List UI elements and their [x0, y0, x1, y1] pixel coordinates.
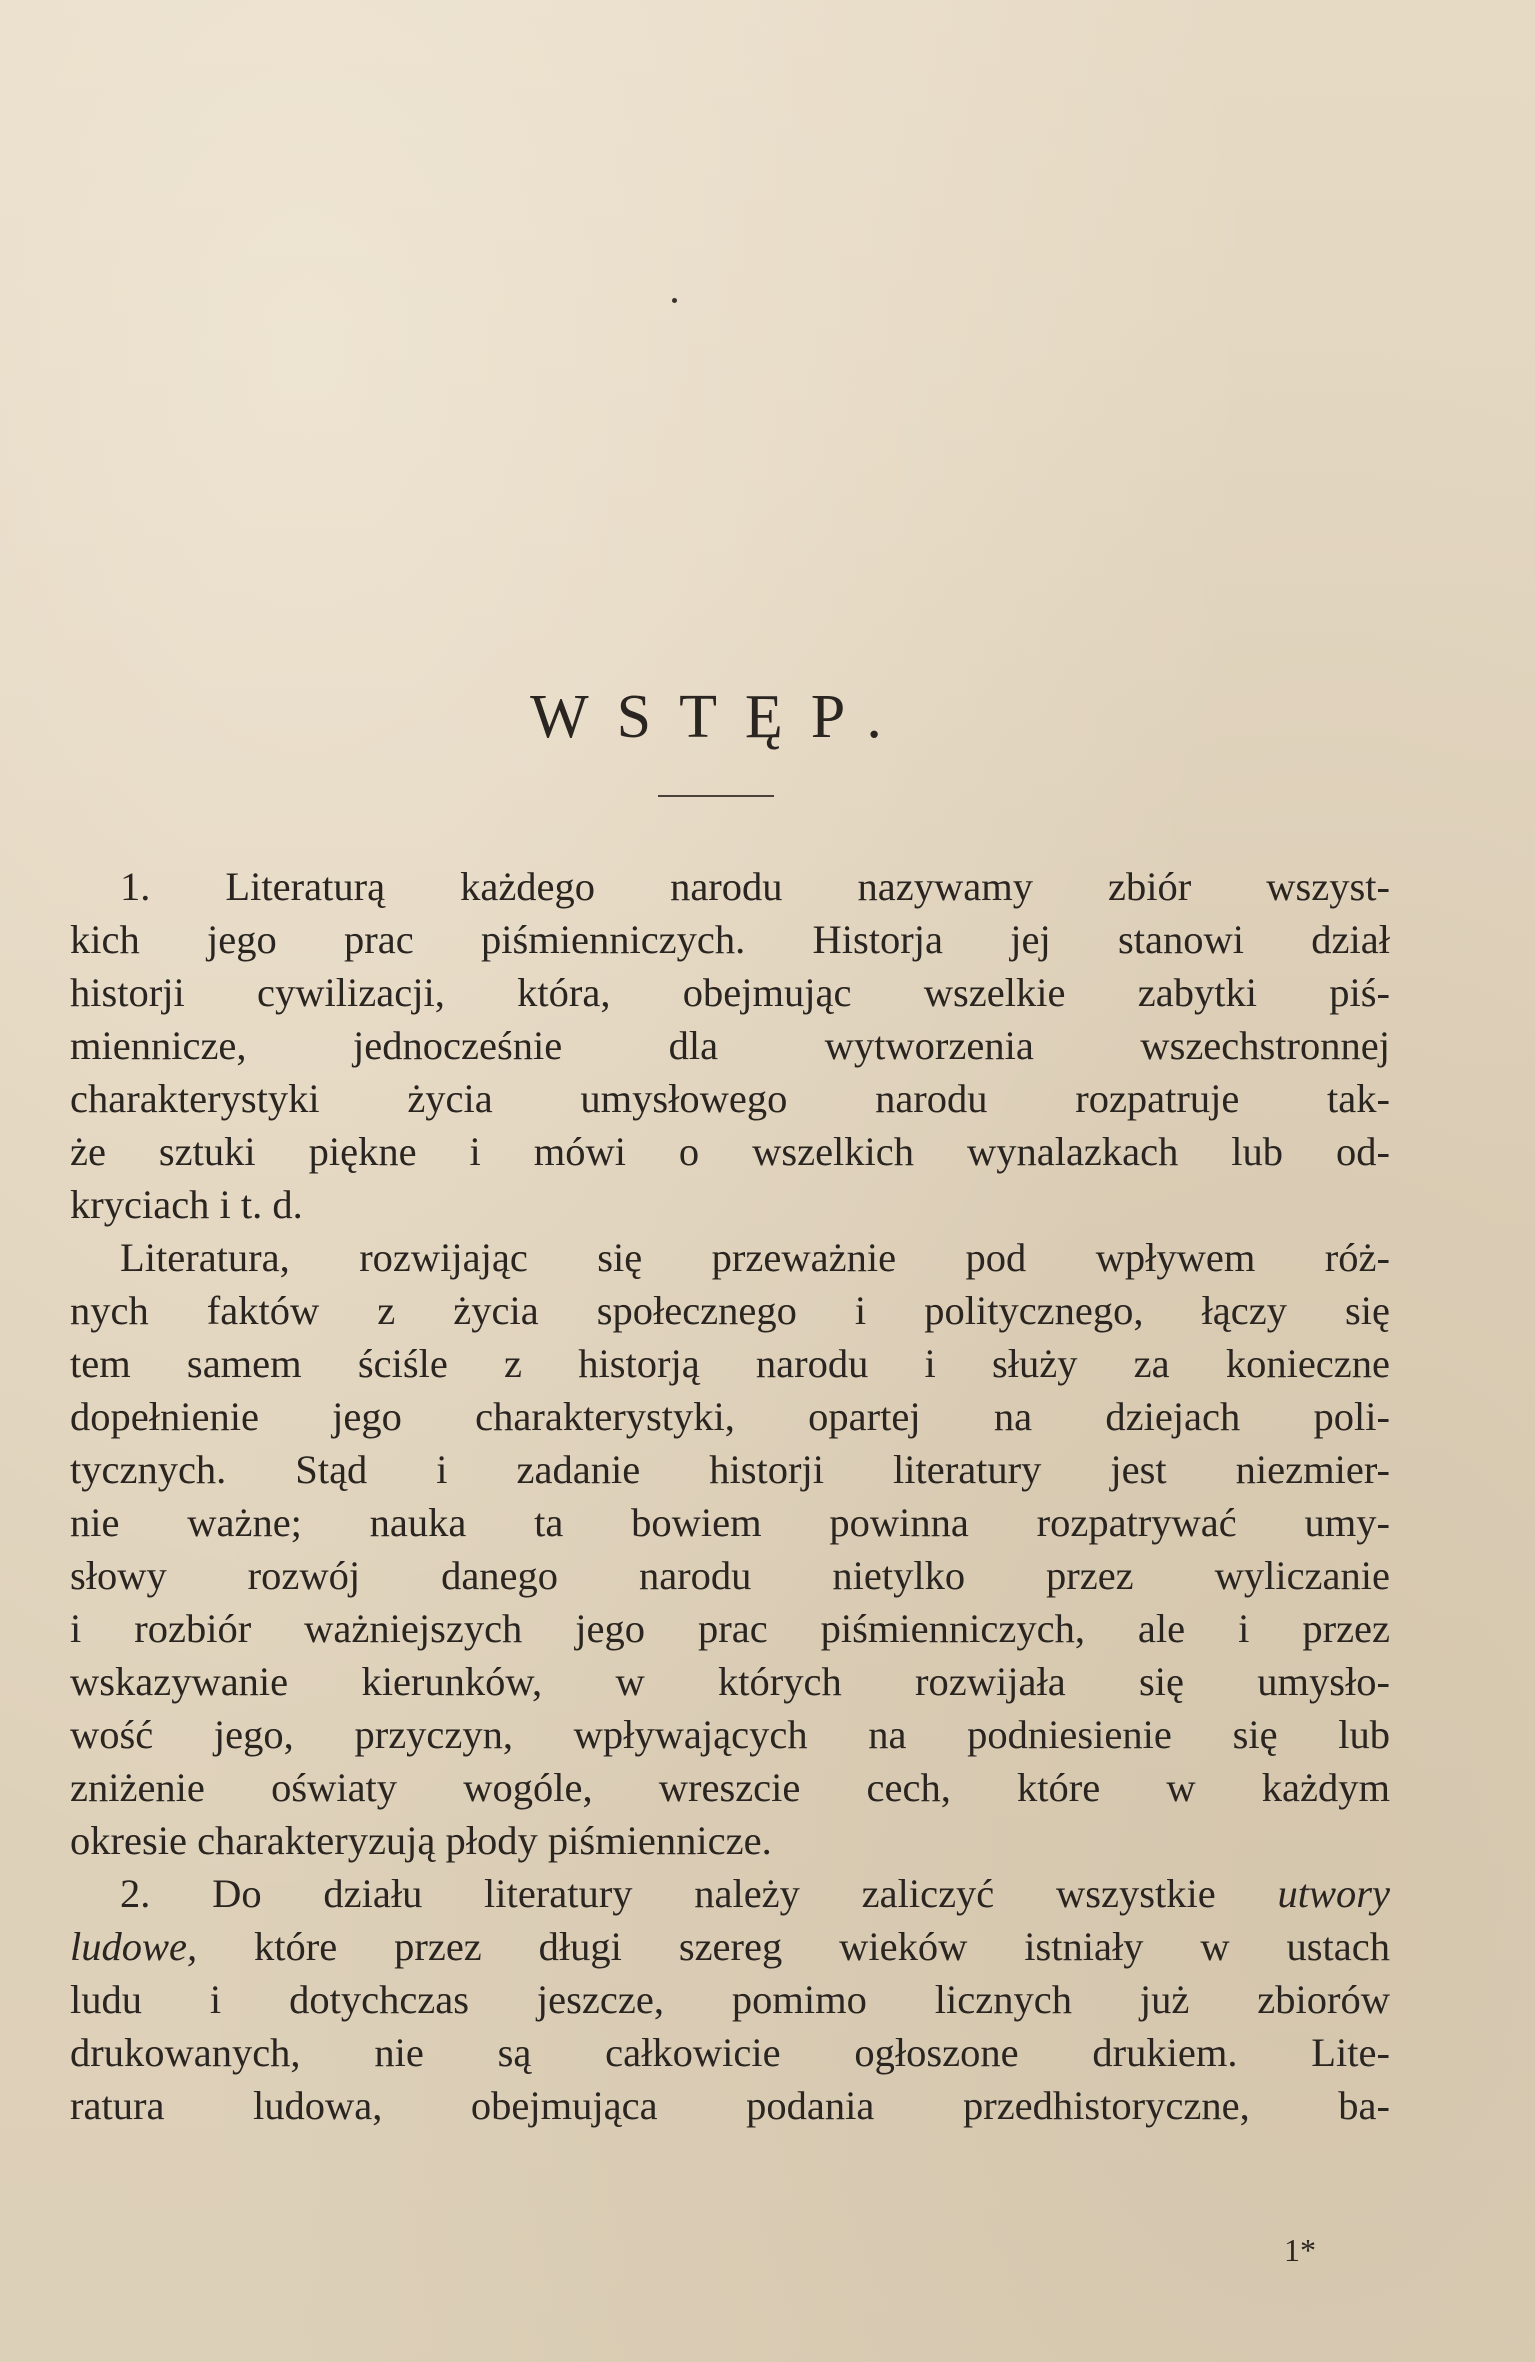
- section-number: 1.: [120, 864, 151, 909]
- text-line: [70, 1867, 1390, 1920]
- text-line: charakterystyki życia umysłowego narodu rozpatruje tak-: [70, 1076, 1390, 1121]
- text-line: kich jego prac piśmienniczych. Historja jej stanowi dział: [70, 917, 1390, 962]
- paragraph-2: [70, 1231, 1390, 1867]
- text-line: okresie charakteryzują płody piśmiennicze.: [70, 1818, 772, 1863]
- text-line: że sztuki piękne i mówi o wszelkich wynalazkach lub od-: [70, 1129, 1390, 1174]
- text-line: dopełnienie jego charakterystyki, opartej na dziejach poli-: [70, 1394, 1390, 1439]
- text-line: i rozbiór ważniejszych jego prac piśmienniczych, ale i przez: [70, 1606, 1390, 1651]
- heading-rule: [658, 795, 774, 797]
- line-text: Do działu literatury należy zaliczyć wszystkie: [212, 1871, 1216, 1916]
- text-line: [70, 860, 1390, 913]
- text-line: ratura ludowa, obejmująca podania przedhistoryczne, ba-: [70, 2083, 1390, 2128]
- text-line: nych faktów z życia społecznego i politycznego, łączy się: [70, 1288, 1390, 1333]
- text-line: słowy rozwój danego narodu nietylko przez wyliczanie: [70, 1553, 1390, 1598]
- text-line: wskazywanie kierunków, w których rozwijała się umysło-: [70, 1659, 1390, 1704]
- text-line: [70, 1920, 1390, 1973]
- text-line: tycznych. Stąd i zadanie historji literatury jest niezmier-: [70, 1447, 1390, 1492]
- paragraph-1: [70, 860, 1390, 1231]
- ink-dot: [672, 298, 677, 303]
- italic-term: ludowe,: [70, 1924, 198, 1969]
- text-line: zniżenie oświaty wogóle, wreszcie cech, które w każdym: [70, 1765, 1390, 1810]
- signature-mark: 1*: [1284, 2232, 1316, 2268]
- text-line: nie ważne; nauka ta bowiem powinna rozpatrywać umy-: [70, 1500, 1390, 1545]
- line-text: Literaturą każdego narodu nazywamy zbiór wszyst-: [225, 864, 1391, 909]
- text-line: miennicze, jednocześnie dla wytworzenia wszechstronnej: [70, 1023, 1390, 1068]
- text-line: ludu i dotychczas jeszcze, pomimo licznych już zbiorów: [70, 1977, 1390, 2022]
- section-number: 2.: [120, 1871, 151, 1916]
- paragraph-3: [70, 1867, 1390, 2132]
- line-text: które przez długi szereg wieków istniały w ustach: [254, 1924, 1390, 1969]
- text-line: kryciach i t. d.: [70, 1182, 303, 1227]
- text-line: drukowanych, nie są całkowicie ogłoszone drukiem. Lite-: [70, 2030, 1390, 2075]
- text-line: tem samem ściśle z historją narodu i służy za konieczne: [70, 1341, 1390, 1386]
- body-text: [70, 860, 1390, 2132]
- text-line: wość jego, przyczyn, wpływających na podniesienie się lub: [70, 1712, 1390, 1757]
- italic-term: utwory: [1277, 1871, 1391, 1916]
- text-line: Literatura, rozwijając się przeważnie pod wpływem róż-: [120, 1235, 1390, 1280]
- chapter-heading: WSTĘP.: [530, 683, 910, 751]
- text-line: historji cywilizacji, która, obejmując wszelkie zabytki piś-: [70, 970, 1390, 1015]
